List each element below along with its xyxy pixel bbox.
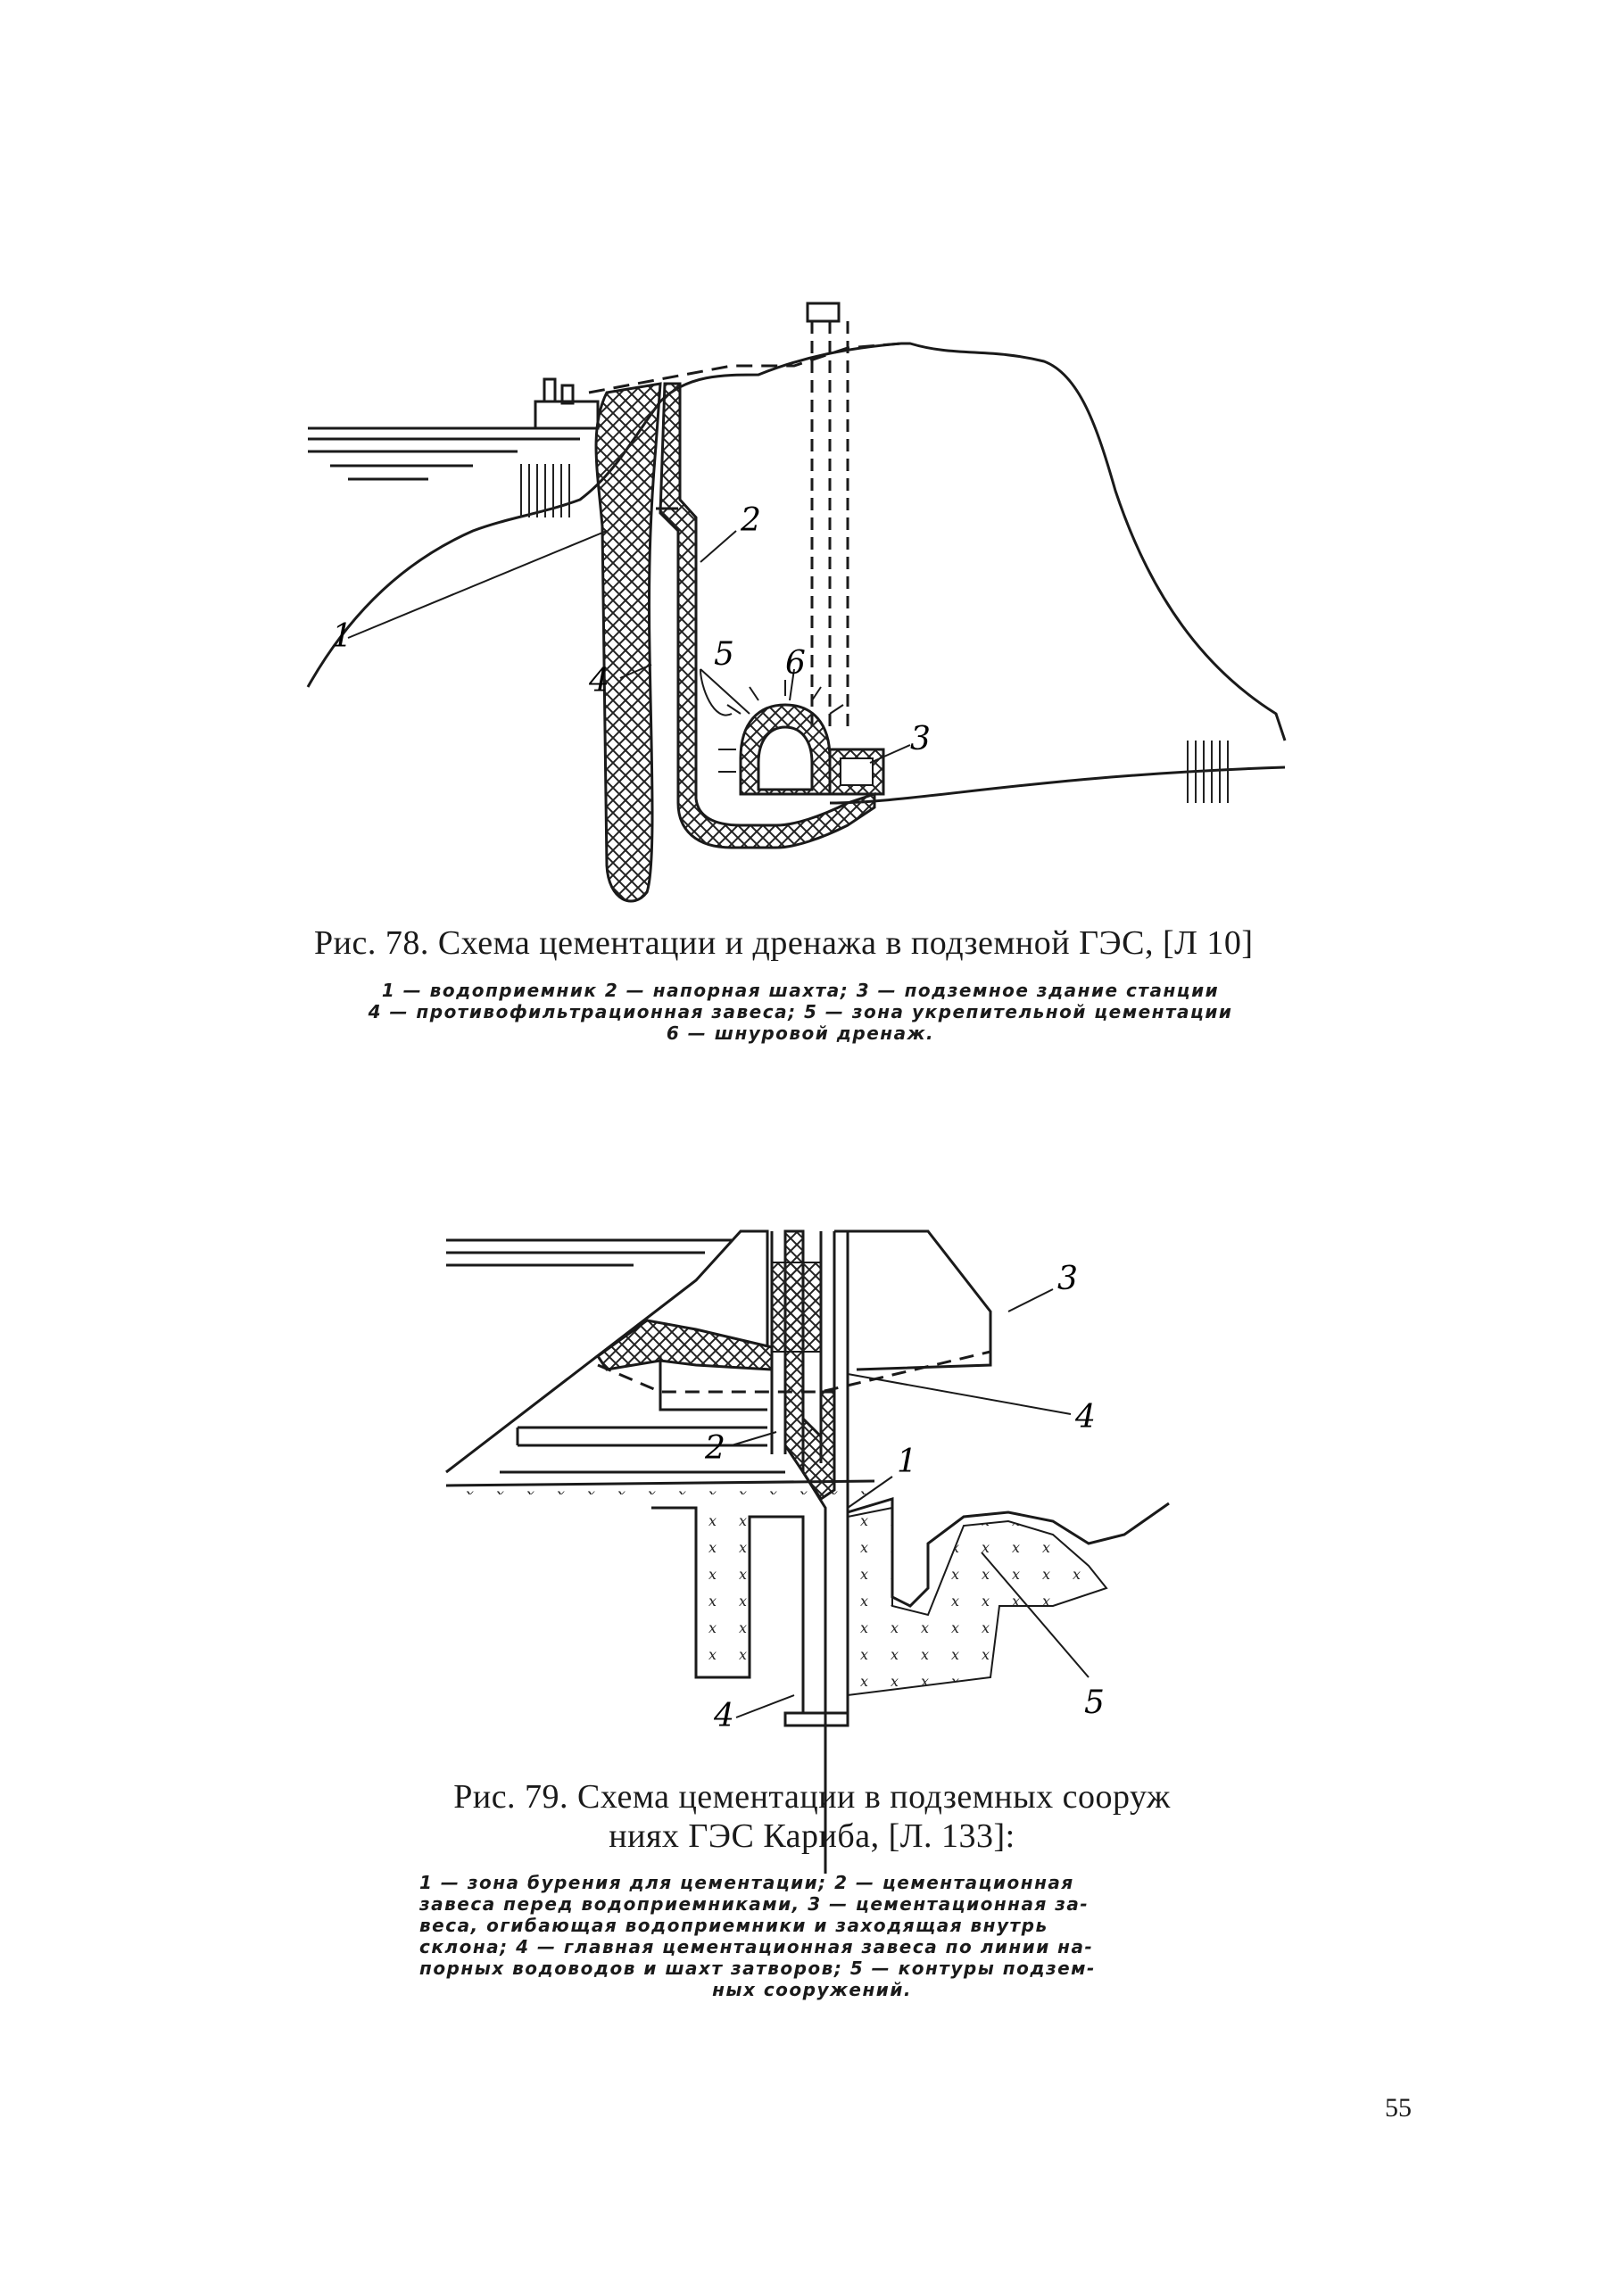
page-number: 55	[1385, 2093, 1412, 2123]
reservoir-water-lines	[446, 1240, 732, 1265]
legend-line: 6 — шнуровой дренаж.	[666, 1022, 935, 1044]
legend-line: 1 — зона бурения для цементации; 2 — цементационная	[419, 1872, 1074, 1893]
legend-line: ных сооружений.	[712, 1979, 912, 2000]
cement-zone-ground	[446, 1481, 866, 1494]
callout-4-upper: 4	[1075, 1399, 1096, 1436]
intake-tunnel-upper	[518, 1428, 767, 1445]
intake-block-hatch	[598, 1320, 772, 1370]
caption-line: ниях ГЭС Кариба, [Л. 133]:	[609, 1817, 1015, 1855]
callout-6: 6	[785, 645, 806, 682]
shaft-dashed-vertical	[812, 321, 848, 732]
underground-station	[718, 680, 883, 794]
callout-1: 1	[897, 1444, 917, 1480]
caption-line: Рис. 79. Схема цементации в подземных сооруж	[453, 1778, 1171, 1816]
figure-79-legend	[419, 1872, 1205, 2000]
callout-3: 3	[1057, 1261, 1078, 1297]
callout-3: 3	[910, 721, 931, 757]
legend-line: порных водоводов и шахт затворов; 5 — контуры подзем-	[419, 1957, 1096, 1979]
callout-2: 2	[705, 1430, 725, 1467]
grout-curtain	[596, 384, 660, 901]
shaft-hatch-upper	[772, 1262, 821, 1352]
intake-cut-hatch	[518, 464, 571, 517]
callout-4: 4	[589, 663, 609, 699]
callout-5: 5	[1084, 1684, 1105, 1721]
legend-line: склона; 4 — главная цементационная завеса по линии на-	[419, 1936, 1094, 1957]
legend-line: 4 — противофильтрационная завеса; 5 — зона укрепительной цементации	[368, 1001, 1233, 1022]
station-foot	[785, 1713, 848, 1726]
figure-79-caption	[393, 1777, 1231, 1856]
legend-line: веса, огибающая водоприемники и заходящая внутрь	[419, 1915, 1048, 1936]
valley-cut-hatch	[1182, 741, 1231, 803]
figure-79-diagram	[428, 1213, 1205, 1734]
callout-5: 5	[714, 636, 734, 673]
callout-1: 1	[332, 618, 352, 655]
cement-zone-right	[848, 1508, 1106, 1695]
figure-78-diagram	[294, 294, 1312, 910]
cement-zone-left	[696, 1508, 750, 1677]
legend-line: 1 — водоприемник 2 — напорная шахта; 3 — подземное здание станции	[381, 980, 1220, 1001]
figure-78-legend	[314, 980, 1287, 1044]
legend-line: завеса перед водоприемниками, 3 — цементационная за-	[419, 1893, 1090, 1915]
callout-4-lower: 4	[714, 1698, 734, 1734]
figure-78-caption: Рис. 78. Схема цементации и дренажа в подземной ГЭС, [Л 10]	[314, 924, 1254, 962]
callout-2: 2	[741, 502, 761, 539]
grout-curtain-3	[834, 1231, 990, 1370]
original-surface-dashed	[589, 343, 901, 393]
shaft-head	[808, 303, 839, 321]
intake-structure	[535, 379, 598, 428]
